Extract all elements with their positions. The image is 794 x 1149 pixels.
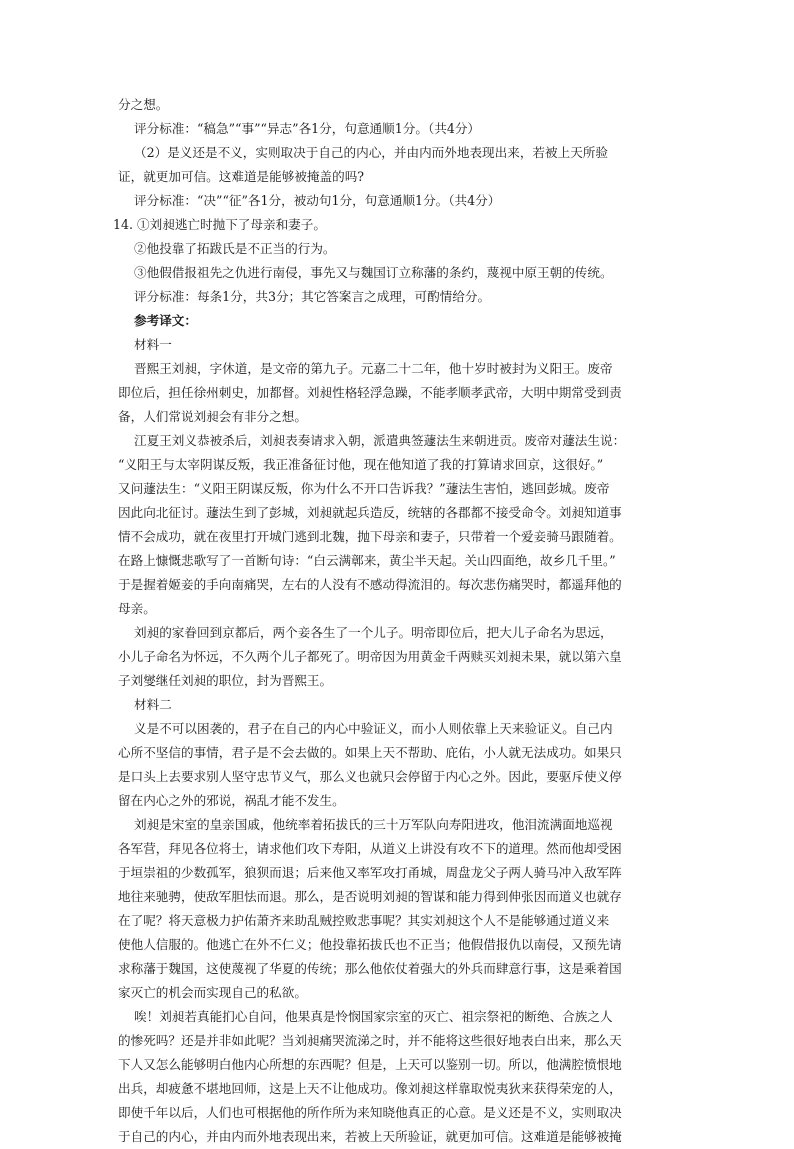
text-line: 因此向北征讨。蘧法生到了彭城，刘昶就起兵造反，统辖的各郡都不接受命令。刘昶知道事 [118, 505, 622, 520]
text-line: 是口头上去要求别人坚守忠节义气，那么义也就只会停留于内心之外。因此，要驱斥使义停 [118, 769, 622, 784]
text-line: 证，就更加可信。这难道是能够被掩盖的吗? [118, 169, 365, 184]
text-line: 心所不坚信的事情，君子是不会去做的。如果上天不帮助、庇佑，小人就无法成功。如果只 [118, 745, 622, 760]
text-line: 下人又怎么能够明白他内心所想的东西呢？但是，上天可以鉴别一切。所以，他满腔愤恨地 [118, 1057, 622, 1072]
text-line: 子刘燮继任刘昶的职位，封为晋熙王。 [118, 673, 333, 688]
text-line: 在了呢？将天意极力护佑萧齐来助乱贼控败悲事呢？其实刘昶这个人不是能够通过道义来 [118, 913, 610, 928]
text-line: 留在内心之外的邪说，祸乱才能不发生。 [118, 793, 345, 808]
text-line: 在路上慷慨悲歌写了一首断句诗：“白云满鄣来，黄尘半天起。关山四面绝，故乡几千里。” [118, 553, 616, 568]
text-line: 义是不可以困袭的，君子在自己的内心中验证义，而小人则依靠上天来验证义。自己内 [134, 721, 613, 736]
text-line: 晋熙王刘昶，字休道，是文帝的第九子。元嘉二十二年，他十岁时被封为义阳王。废帝 [134, 361, 613, 376]
text-line: 各军营，拜见各位将士，请求他们攻下寿阳，从道义上讲没有攻不下的道理。然而他却受困 [118, 841, 622, 856]
text-line: 地往来驰骋，使敌军胆怯而退。那么，是否说明刘昶的智谋和能力得到伸张因而道义也就存 [118, 889, 622, 904]
text-line: 于垣崇祖的少数孤军，狼狈而退；后来他又率军攻打甬城，周盘龙父子两人骑马冲入敌军阵 [118, 865, 622, 880]
text-line: 又问蘧法生：“义阳王阴谋反叛，你为什么不开口告诉我？”蘧法生害怕，逃回彭城。废帝 [118, 481, 610, 496]
text-line: 江夏王刘义恭被杀后，刘昶表奏请求入朝，派遣典签蘧法生来朝进贡。废帝对蘧法生说： [134, 433, 626, 448]
text-line: （2）是义还是不义，实则取决于自己的内心，并由内而外地表现出来，若被上天所验 [134, 145, 608, 160]
text-line: 评分标准：“决”“征”各1分，被动句1分，句意通顺1分。（共4分） [134, 193, 501, 208]
text-line: 即使千年以后，人们也可根据他的所作所为来知晓他真正的心意。是义还是不义，实则取决 [118, 1105, 622, 1120]
text-line: 情不会成功，就在夜里打开城门逃到北魏，抛下母亲和妻子，只带着一个爱妾骑马跟随着。 [118, 529, 622, 544]
text-line: 即位后，担任徐州刺史，加都督。刘昶性格轻浮急躁，不能孝顺孝武帝，大明中期常受到责 [118, 385, 622, 400]
text-line: 评分标准：“稿急”“事”“异志”各1分，句意通顺1分。（共4分） [134, 121, 481, 136]
text-line: 于是握着姬妾的手向南痛哭，左右的人没有不感动得流泪的。每次悲伤痛哭时，都遥拜他的 [118, 577, 622, 592]
text-line: 参考译文： [134, 313, 197, 328]
text-line: 分之想。 [118, 97, 169, 112]
text-line: ③他假借报祖先之仇进行南侵，事先又与魏国订立称藩的条约，蔑视中原王朝的传统。 [134, 265, 613, 280]
text-line: 家灭亡的机会而实现自己的私欲。 [118, 985, 307, 1000]
text-line: 刘昶的家眷回到京都后，两个妾各生了一个儿子。明帝即位后，把大儿子命名为思远， [134, 625, 613, 640]
text-line: 14. ①刘昶逃亡时抛下了母亲和妻子。 [113, 217, 326, 232]
text-line: 材料二 [134, 697, 172, 712]
text-line: 唉！刘昶若真能扪心自问，他果真是怜悯国家宗室的灭亡、祖宗祭祀的断绝、合族之人 [134, 1009, 613, 1024]
text-line: 评分标准：每条1分，共3分；其它答案言之成理，可酌情给分。 [134, 289, 491, 304]
text-line: 求称藩于魏国，这使蔑视了华夏的传统；那么他依仗着强大的外兵而肆意行事，这是乘着国 [118, 961, 622, 976]
text-line: ②他投靠了拓跋氏是不正当的行为。 [134, 241, 336, 256]
text-line: 母亲。 [118, 601, 156, 616]
text-line: 于自己的内心，并由内而外地表现出来，若被上天所验证，就更加可信。这难道是能够被掩 [118, 1129, 622, 1144]
text-line: 材料一 [134, 337, 172, 352]
text-line: 的惨死吗？还是并非如此呢？当刘昶痛哭流涕之时，并不能将这些很好地表白出来，那么天 [118, 1033, 622, 1048]
text-line: “义阳王与太宰阴谋反叛，我正准备征讨他，现在他知道了我的打算请求回京，这很好。” [118, 457, 604, 472]
text-line: 使他人信服的。他逃亡在外不仁义；他投靠拓拔氏也不正当；他假借报仇以南侵，又预先请 [118, 937, 622, 952]
text-line: 出兵，却疲惫不堪地回师，这是上天不让他成功。像刘昶这样靠取悦夷狄来获得荣宠的人， [118, 1081, 622, 1096]
text-line: 小儿子命名为怀远，不久两个儿子都死了。明帝因为用黄金千两赎买刘昶未果，就以第六皇 [118, 649, 622, 664]
text-line: 刘昶是宋室的皇亲国戚，他统率着拓拔氏的三十万军队向寿阳进攻，他泪流满面地巡视 [134, 817, 613, 832]
text-line: 备，人们常说刘昶会有非分之想。 [118, 409, 307, 424]
